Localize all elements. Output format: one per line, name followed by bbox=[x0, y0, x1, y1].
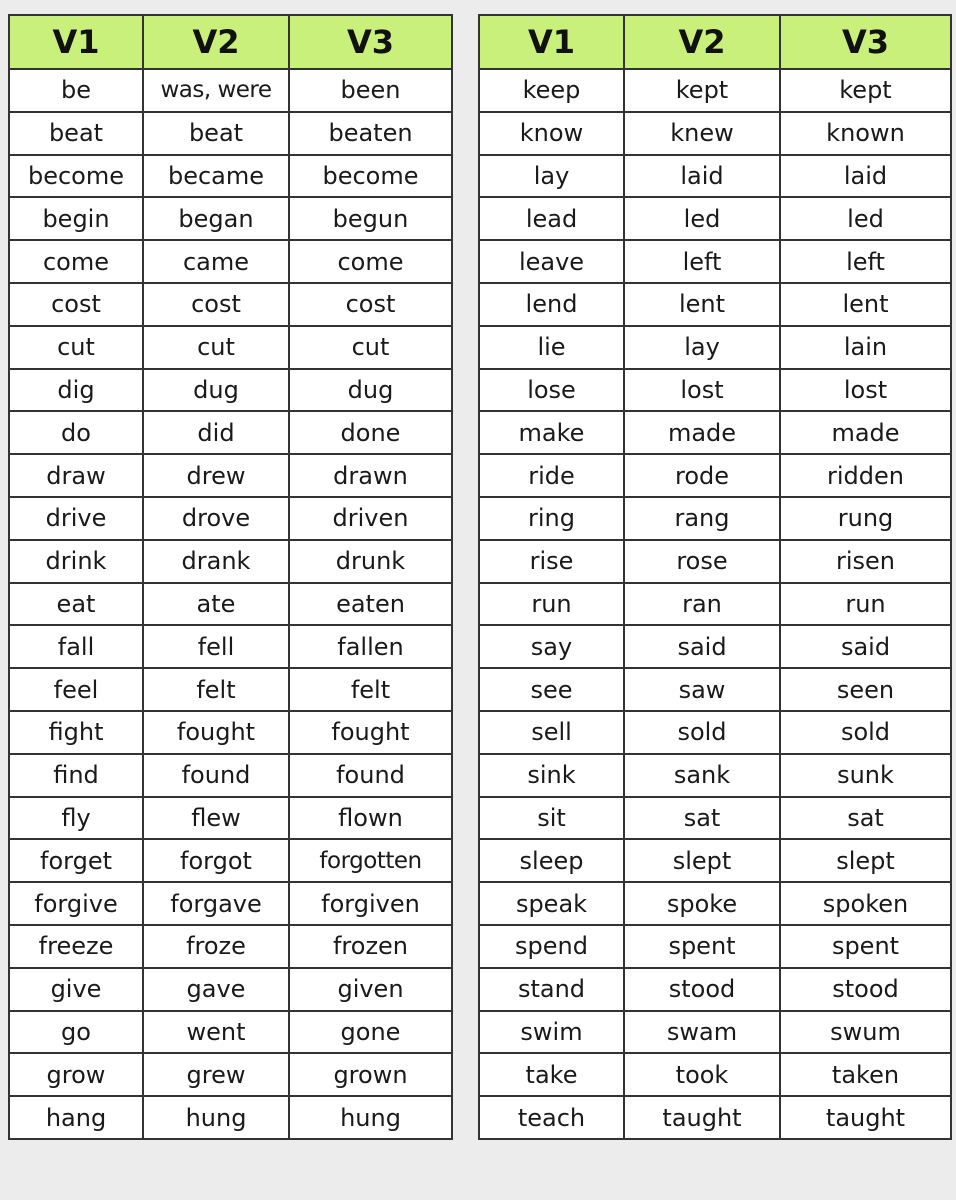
v2-cell: did bbox=[143, 411, 289, 454]
header-v1: V1 bbox=[479, 15, 624, 69]
v1-cell: lose bbox=[479, 369, 624, 412]
v2-cell: swam bbox=[624, 1011, 780, 1054]
v3-cell: run bbox=[780, 583, 951, 626]
v3-cell: begun bbox=[289, 197, 452, 240]
table-row bbox=[9, 326, 452, 369]
v1-cell: lay bbox=[479, 155, 624, 198]
v2-cell: felt bbox=[143, 668, 289, 711]
v2-cell: sold bbox=[624, 711, 780, 754]
v2-cell: spent bbox=[624, 925, 780, 968]
table-row bbox=[479, 1053, 951, 1096]
v3-cell: hung bbox=[289, 1096, 452, 1139]
v3-cell: slept bbox=[780, 839, 951, 882]
table-row bbox=[9, 240, 452, 283]
v1-cell: fight bbox=[9, 711, 143, 754]
table-row bbox=[479, 69, 951, 112]
v1-cell: teach bbox=[479, 1096, 624, 1139]
v1-cell: lie bbox=[479, 326, 624, 369]
v1-cell: feel bbox=[9, 668, 143, 711]
table-row bbox=[9, 369, 452, 412]
v2-cell: fought bbox=[143, 711, 289, 754]
v3-cell: stood bbox=[780, 968, 951, 1011]
table-row bbox=[479, 283, 951, 326]
v2-cell: drew bbox=[143, 454, 289, 497]
v3-cell: frozen bbox=[289, 925, 452, 968]
v3-cell: laid bbox=[780, 155, 951, 198]
v3-cell: grown bbox=[289, 1053, 452, 1096]
v1-cell: beat bbox=[9, 112, 143, 155]
v3-cell: drunk bbox=[289, 540, 452, 583]
v3-cell: come bbox=[289, 240, 452, 283]
table-row bbox=[9, 882, 452, 925]
v3-cell: sat bbox=[780, 797, 951, 840]
v1-cell: lead bbox=[479, 197, 624, 240]
v2-cell: left bbox=[624, 240, 780, 283]
v1-cell: cost bbox=[9, 283, 143, 326]
v2-cell: forgave bbox=[143, 882, 289, 925]
v2-cell: froze bbox=[143, 925, 289, 968]
v3-cell: spent bbox=[780, 925, 951, 968]
header-v3: V3 bbox=[289, 15, 452, 69]
v3-cell: driven bbox=[289, 497, 452, 540]
table-row bbox=[479, 839, 951, 882]
table-row bbox=[9, 283, 452, 326]
v1-cell: dig bbox=[9, 369, 143, 412]
v1-cell: sell bbox=[479, 711, 624, 754]
v3-cell: known bbox=[780, 112, 951, 155]
v2-cell: hung bbox=[143, 1096, 289, 1139]
v1-cell: drive bbox=[9, 497, 143, 540]
v2-cell: rang bbox=[624, 497, 780, 540]
v3-cell: taken bbox=[780, 1053, 951, 1096]
v2-cell: went bbox=[143, 1011, 289, 1054]
table-row bbox=[9, 540, 452, 583]
v1-cell: ride bbox=[479, 454, 624, 497]
left-table-body bbox=[9, 69, 452, 1139]
v3-cell: said bbox=[780, 625, 951, 668]
v1-cell: speak bbox=[479, 882, 624, 925]
v1-cell: be bbox=[9, 69, 143, 112]
v1-cell: forget bbox=[9, 839, 143, 882]
v3-cell: gone bbox=[289, 1011, 452, 1054]
v3-cell: fallen bbox=[289, 625, 452, 668]
table-row bbox=[479, 1096, 951, 1139]
v3-cell: made bbox=[780, 411, 951, 454]
table-row bbox=[479, 754, 951, 797]
v3-cell: left bbox=[780, 240, 951, 283]
v3-cell: lain bbox=[780, 326, 951, 369]
table-row bbox=[9, 155, 452, 198]
v2-cell: grew bbox=[143, 1053, 289, 1096]
v1-cell: grow bbox=[9, 1053, 143, 1096]
v3-cell: eaten bbox=[289, 583, 452, 626]
v3-cell: swum bbox=[780, 1011, 951, 1054]
v3-cell: forgotten bbox=[289, 839, 452, 882]
v3-cell: rung bbox=[780, 497, 951, 540]
v3-cell: cut bbox=[289, 326, 452, 369]
table-row bbox=[479, 968, 951, 1011]
v2-cell: lent bbox=[624, 283, 780, 326]
v2-cell: forgot bbox=[143, 839, 289, 882]
v2-cell: laid bbox=[624, 155, 780, 198]
v1-cell: cut bbox=[9, 326, 143, 369]
table-row bbox=[9, 454, 452, 497]
v2-cell: rode bbox=[624, 454, 780, 497]
v1-cell: run bbox=[479, 583, 624, 626]
header-v3: V3 bbox=[780, 15, 951, 69]
v3-cell: done bbox=[289, 411, 452, 454]
v2-cell: lay bbox=[624, 326, 780, 369]
table-row bbox=[479, 668, 951, 711]
header-v2: V2 bbox=[143, 15, 289, 69]
v1-cell: eat bbox=[9, 583, 143, 626]
v1-cell: draw bbox=[9, 454, 143, 497]
v3-cell: been bbox=[289, 69, 452, 112]
v1-cell: see bbox=[479, 668, 624, 711]
v2-cell: cost bbox=[143, 283, 289, 326]
v3-cell: drawn bbox=[289, 454, 452, 497]
table-row bbox=[479, 797, 951, 840]
table-row bbox=[479, 711, 951, 754]
v1-cell: know bbox=[479, 112, 624, 155]
v3-cell: seen bbox=[780, 668, 951, 711]
v3-cell: spoken bbox=[780, 882, 951, 925]
table-row bbox=[9, 925, 452, 968]
v2-cell: rose bbox=[624, 540, 780, 583]
v1-cell: forgive bbox=[9, 882, 143, 925]
v2-cell: ran bbox=[624, 583, 780, 626]
table-row bbox=[479, 369, 951, 412]
table-row bbox=[479, 197, 951, 240]
v1-cell: swim bbox=[479, 1011, 624, 1054]
v2-cell: made bbox=[624, 411, 780, 454]
v2-cell: drank bbox=[143, 540, 289, 583]
v1-cell: sink bbox=[479, 754, 624, 797]
table-row bbox=[479, 882, 951, 925]
table-row bbox=[479, 326, 951, 369]
v1-cell: stand bbox=[479, 968, 624, 1011]
v1-cell: fly bbox=[9, 797, 143, 840]
table-row bbox=[9, 411, 452, 454]
table-row bbox=[9, 112, 452, 155]
v3-cell: forgiven bbox=[289, 882, 452, 925]
v2-cell: saw bbox=[624, 668, 780, 711]
table-row bbox=[9, 839, 452, 882]
v3-cell: flown bbox=[289, 797, 452, 840]
v2-cell: began bbox=[143, 197, 289, 240]
v3-cell: kept bbox=[780, 69, 951, 112]
v3-cell: given bbox=[289, 968, 452, 1011]
v2-cell: took bbox=[624, 1053, 780, 1096]
v3-cell: dug bbox=[289, 369, 452, 412]
v2-cell: was, were bbox=[143, 69, 289, 112]
table-row bbox=[479, 583, 951, 626]
v1-cell: find bbox=[9, 754, 143, 797]
table-row bbox=[9, 497, 452, 540]
v1-cell: sleep bbox=[479, 839, 624, 882]
v1-cell: say bbox=[479, 625, 624, 668]
v3-cell: lent bbox=[780, 283, 951, 326]
right-verb-table bbox=[478, 14, 952, 1140]
table-row bbox=[9, 1096, 452, 1139]
table-row bbox=[479, 497, 951, 540]
v2-cell: beat bbox=[143, 112, 289, 155]
table-row bbox=[9, 1053, 452, 1096]
v3-cell: fought bbox=[289, 711, 452, 754]
left-verb-table bbox=[8, 14, 453, 1140]
table-row bbox=[479, 112, 951, 155]
v1-cell: sit bbox=[479, 797, 624, 840]
v2-cell: gave bbox=[143, 968, 289, 1011]
v2-cell: led bbox=[624, 197, 780, 240]
v3-cell: lost bbox=[780, 369, 951, 412]
v1-cell: lend bbox=[479, 283, 624, 326]
table-row bbox=[9, 668, 452, 711]
v2-cell: ate bbox=[143, 583, 289, 626]
v2-cell: stood bbox=[624, 968, 780, 1011]
v1-cell: fall bbox=[9, 625, 143, 668]
v1-cell: spend bbox=[479, 925, 624, 968]
v1-cell: take bbox=[479, 1053, 624, 1096]
v1-cell: do bbox=[9, 411, 143, 454]
v2-cell: cut bbox=[143, 326, 289, 369]
v3-cell: ridden bbox=[780, 454, 951, 497]
v1-cell: come bbox=[9, 240, 143, 283]
v3-cell: found bbox=[289, 754, 452, 797]
v2-cell: flew bbox=[143, 797, 289, 840]
table-row bbox=[9, 197, 452, 240]
v2-cell: fell bbox=[143, 625, 289, 668]
table-row bbox=[479, 540, 951, 583]
v2-cell: lost bbox=[624, 369, 780, 412]
v1-cell: begin bbox=[9, 197, 143, 240]
v2-cell: taught bbox=[624, 1096, 780, 1139]
v1-cell: go bbox=[9, 1011, 143, 1054]
v1-cell: make bbox=[479, 411, 624, 454]
table-row bbox=[9, 583, 452, 626]
v1-cell: ring bbox=[479, 497, 624, 540]
table-row bbox=[479, 411, 951, 454]
table-row bbox=[479, 925, 951, 968]
v1-cell: give bbox=[9, 968, 143, 1011]
v2-cell: slept bbox=[624, 839, 780, 882]
table-row bbox=[9, 1011, 452, 1054]
v3-cell: sold bbox=[780, 711, 951, 754]
v1-cell: freeze bbox=[9, 925, 143, 968]
table-row bbox=[9, 625, 452, 668]
v1-cell: leave bbox=[479, 240, 624, 283]
table-row bbox=[9, 797, 452, 840]
v2-cell: dug bbox=[143, 369, 289, 412]
v2-cell: spoke bbox=[624, 882, 780, 925]
table-row bbox=[479, 1011, 951, 1054]
v3-cell: taught bbox=[780, 1096, 951, 1139]
v2-cell: sank bbox=[624, 754, 780, 797]
v2-cell: drove bbox=[143, 497, 289, 540]
v2-cell: came bbox=[143, 240, 289, 283]
table-row bbox=[479, 155, 951, 198]
v2-cell: kept bbox=[624, 69, 780, 112]
header-v1: V1 bbox=[9, 15, 143, 69]
table-row bbox=[9, 968, 452, 1011]
v3-cell: become bbox=[289, 155, 452, 198]
v1-cell: drink bbox=[9, 540, 143, 583]
table-row bbox=[9, 711, 452, 754]
right-table-body bbox=[479, 69, 951, 1139]
v3-cell: felt bbox=[289, 668, 452, 711]
v2-cell: sat bbox=[624, 797, 780, 840]
v3-cell: beaten bbox=[289, 112, 452, 155]
v1-cell: hang bbox=[9, 1096, 143, 1139]
v2-cell: became bbox=[143, 155, 289, 198]
v2-cell: found bbox=[143, 754, 289, 797]
table-row bbox=[9, 754, 452, 797]
v1-cell: keep bbox=[479, 69, 624, 112]
v3-cell: led bbox=[780, 197, 951, 240]
v3-cell: sunk bbox=[780, 754, 951, 797]
table-row bbox=[479, 625, 951, 668]
header-row bbox=[479, 15, 951, 69]
v3-cell: cost bbox=[289, 283, 452, 326]
table-row bbox=[479, 454, 951, 497]
table-row bbox=[479, 240, 951, 283]
v1-cell: rise bbox=[479, 540, 624, 583]
v3-cell: risen bbox=[780, 540, 951, 583]
v2-cell: knew bbox=[624, 112, 780, 155]
table-row bbox=[9, 69, 452, 112]
header-v2: V2 bbox=[624, 15, 780, 69]
v1-cell: become bbox=[9, 155, 143, 198]
header-row bbox=[9, 15, 452, 69]
v2-cell: said bbox=[624, 625, 780, 668]
